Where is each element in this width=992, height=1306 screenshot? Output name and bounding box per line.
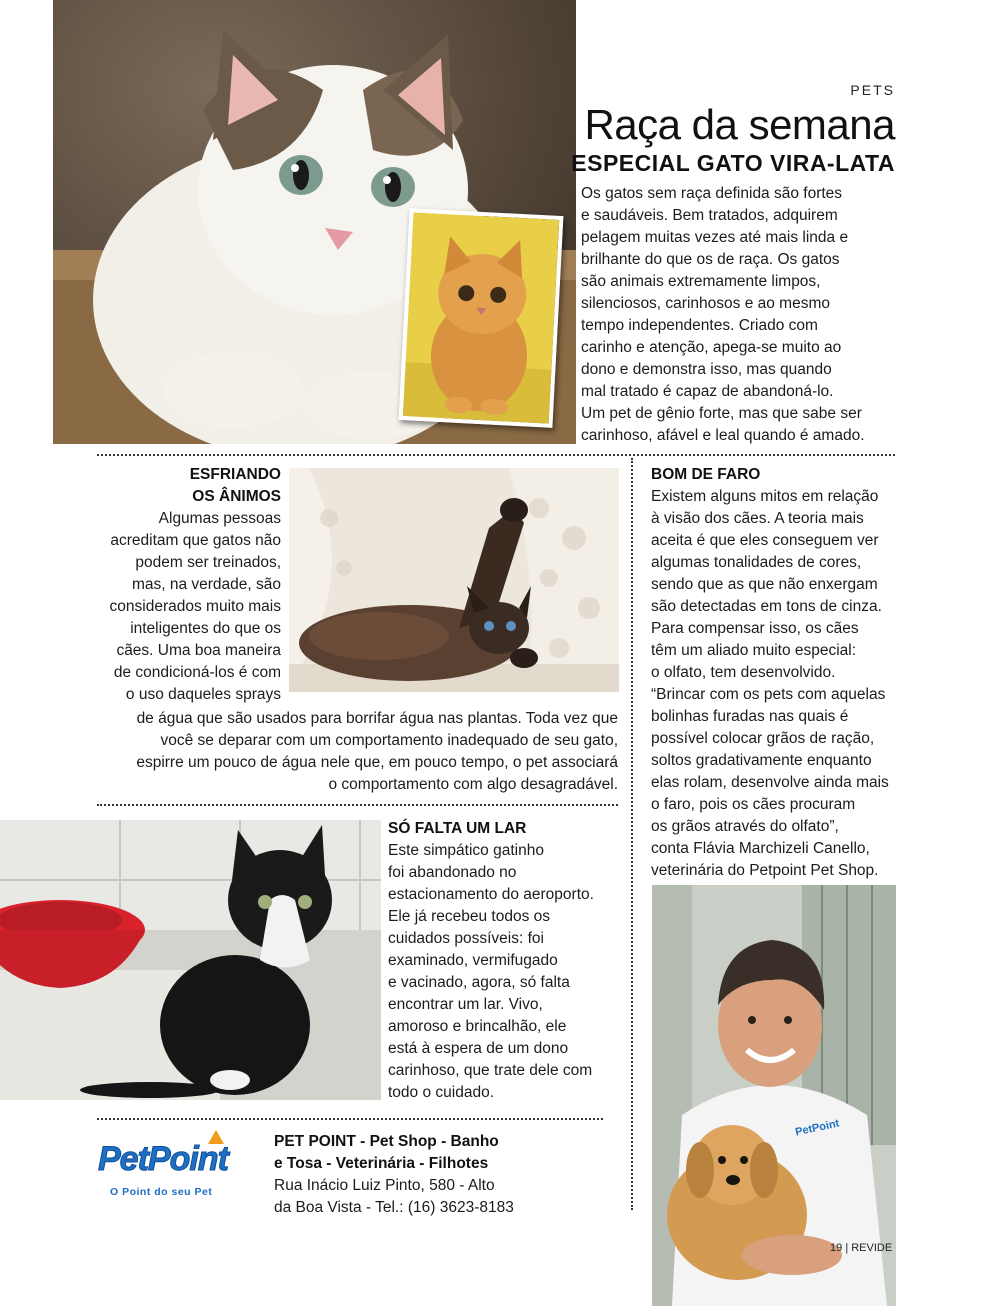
section-heading: ESFRIANDO bbox=[189, 466, 281, 483]
text-line: examinado, vermifugado bbox=[388, 952, 558, 969]
text-line: brilhante do que os de raça. Os gatos bbox=[581, 251, 840, 268]
text-line: mal tratado é capaz de abandoná-lo. bbox=[581, 383, 834, 400]
text-line: “Brincar com os pets com aquelas bbox=[651, 686, 886, 703]
bom-de-faro-section bbox=[651, 464, 911, 882]
text-line: todo o cuidado. bbox=[388, 1084, 495, 1101]
cat-ears-icon bbox=[208, 1130, 224, 1144]
text-line: à visão dos cães. A teoria mais bbox=[651, 510, 864, 527]
text-line: carinho e atenção, apega-se muito ao bbox=[581, 339, 842, 356]
text-line: são animais extremamente limpos, bbox=[581, 273, 821, 290]
shirt-logo-text: PetPoint bbox=[794, 1117, 841, 1139]
text-line: Existem alguns mitos em relação bbox=[651, 488, 879, 505]
text-line: inteligentes do que os bbox=[130, 620, 281, 637]
text-line: são detectadas em tons de cinza. bbox=[651, 598, 882, 615]
text-line: de água que são usados para borrifar água nas plantas. Toda vez que bbox=[136, 710, 618, 727]
text-line: elas rolam, desenvolve ainda mais bbox=[651, 774, 889, 791]
text-line: algumas tonalidades de cores, bbox=[651, 554, 862, 571]
text-line: você se deparar com um comportamento inadequado de seu gato, bbox=[160, 732, 618, 749]
section-heading: BOM DE FARO bbox=[651, 466, 761, 483]
sponsor-info bbox=[274, 1131, 604, 1219]
sponsor-name: PET POINT - Pet Shop - Banho bbox=[274, 1133, 499, 1150]
sponsor-address: Rua Inácio Luiz Pinto, 580 - Alto bbox=[274, 1177, 495, 1194]
text-line: veterinária do Petpoint Pet Shop. bbox=[651, 862, 879, 879]
text-line: Os gatos sem raça definida são fortes bbox=[581, 185, 843, 202]
divider bbox=[97, 454, 895, 456]
sponsor-name: e Tosa - Veterinária - Filhotes bbox=[274, 1155, 489, 1172]
section-heading: OS ÂNIMOS bbox=[192, 488, 281, 505]
page-title: Raça da semana bbox=[584, 101, 895, 148]
text-line: Ele já recebeu todos os bbox=[388, 908, 550, 925]
text-line: e saudáveis. Bem tratados, adquirem bbox=[581, 207, 838, 224]
text-line: Para compensar isso, os cães bbox=[651, 620, 859, 637]
text-line: e vacinado, agora, só falta bbox=[388, 974, 570, 991]
text-line: podem ser treinados, bbox=[135, 554, 281, 571]
text-line: tempo independentes. Criado com bbox=[581, 317, 818, 334]
text-line: carinhoso, que trate dele com bbox=[388, 1062, 593, 1079]
footer-separator: | bbox=[845, 1242, 849, 1254]
text-line: foi abandonado no bbox=[388, 864, 517, 881]
text-line: o comportamento com algo desagradável. bbox=[328, 776, 618, 793]
text-line: pelagem muitas vezes até mais linda e bbox=[581, 229, 849, 246]
page-number: 19 bbox=[830, 1242, 843, 1254]
text-line: acreditam que gatos não bbox=[110, 532, 281, 549]
text-line: de condicioná-los é com bbox=[113, 664, 281, 681]
text-line: mas, na verdade, são bbox=[131, 576, 281, 593]
text-line: considerados muito mais bbox=[109, 598, 281, 615]
text-line: o faro, pois os cães procuram bbox=[651, 796, 856, 813]
orange-kitten-inset-photo bbox=[399, 208, 564, 428]
text-line: Um pet de gênio forte, mas que sabe ser bbox=[581, 405, 862, 422]
text-line: possível colocar grãos de ração, bbox=[651, 730, 875, 747]
text-line: o olfato, tem desenvolvido. bbox=[651, 664, 836, 681]
text-line: bolinhas furadas nas quais é bbox=[651, 708, 849, 725]
column-divider bbox=[631, 458, 633, 1210]
text-line: silenciosos, carinhosos e ao mesmo bbox=[581, 295, 830, 312]
text-line: amoroso e brincalhão, ele bbox=[388, 1018, 567, 1035]
petpoint-logo-slogan: O Point do seu Pet bbox=[110, 1186, 213, 1198]
petpoint-logo bbox=[96, 1128, 256, 1212]
text-line: soltos gradativamente enquanto bbox=[651, 752, 872, 769]
text-line: aceita é que eles conseguem ver bbox=[651, 532, 879, 549]
text-line: dono e demonstra isso, mas quando bbox=[581, 361, 832, 378]
intro-text bbox=[581, 183, 901, 447]
text-line: sendo que as que não enxergam bbox=[651, 576, 878, 593]
petpoint-logo-wordmark: PetPoint bbox=[98, 1140, 228, 1178]
esfriando-section bbox=[90, 464, 281, 706]
text-line: o uso daqueles sprays bbox=[125, 686, 281, 703]
text-line: Algumas pessoas bbox=[158, 510, 281, 527]
text-line: cães. Uma boa maneira bbox=[116, 642, 281, 659]
text-line: espirre um pouco de água nele que, em pouco tempo, o pet associará bbox=[136, 754, 618, 771]
section-heading: SÓ FALTA UM LAR bbox=[388, 820, 527, 837]
section-label: PETS bbox=[850, 82, 895, 98]
page-footer bbox=[830, 1242, 892, 1254]
divider bbox=[97, 804, 618, 806]
page-subtitle: ESPECIAL GATO VIRA-LATA bbox=[571, 150, 895, 176]
sponsor-address: da Boa Vista - Tel.: (16) 3623-8183 bbox=[274, 1199, 514, 1216]
esfriando-continued bbox=[90, 708, 618, 796]
text-line: está à espera de um dono bbox=[388, 1040, 569, 1057]
text-line: encontrar um lar. Vivo, bbox=[388, 996, 543, 1013]
text-line: estacionamento do aeroporto. bbox=[388, 886, 594, 903]
text-line: os grãos através do olfato”, bbox=[651, 818, 839, 835]
siamese-cat-photo bbox=[289, 468, 619, 692]
text-line: têm um aliado muito especial: bbox=[651, 642, 857, 659]
text-line: carinhoso, afável e leal quando é amado. bbox=[581, 427, 865, 444]
so-falta-um-lar-section bbox=[388, 818, 623, 1104]
divider bbox=[97, 1118, 603, 1120]
black-white-kitten-photo bbox=[0, 820, 381, 1100]
text-line: cuidados possíveis: foi bbox=[388, 930, 544, 947]
magazine-name: REVIDE bbox=[851, 1242, 893, 1254]
text-line: conta Flávia Marchizeli Canello, bbox=[651, 840, 870, 857]
text-line: Este simpático gatinho bbox=[388, 842, 544, 859]
